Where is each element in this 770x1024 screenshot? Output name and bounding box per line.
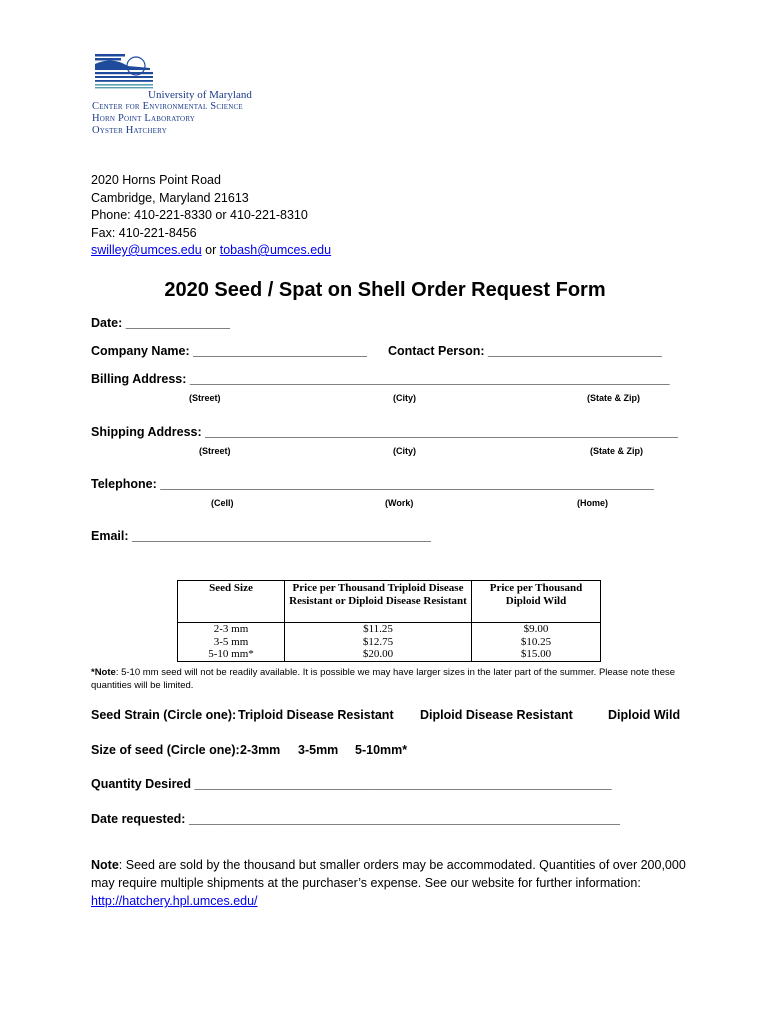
shipping-street-label: (Street) [199, 446, 231, 456]
price-table-header-row [178, 581, 601, 623]
tel-home-label: (Home) [577, 498, 608, 508]
order-note-label: Note [91, 858, 119, 872]
shipping-state-label: (State & Zip) [590, 446, 643, 456]
row-2-price-wild: $15.00 [472, 648, 601, 661]
availability-note-label: *Note [91, 667, 116, 678]
row-1-size: 3-5 mm [178, 636, 285, 649]
logo-text [92, 89, 252, 137]
seed-strain-label: Seed Strain (Circle one): [91, 708, 237, 722]
size-option-2-3mm[interactable]: 2-3mm [240, 743, 281, 757]
quantity-field[interactable]: Quantity Desired ____________________________________________________________ [91, 777, 612, 791]
address-fax: Fax: 410-221-8456 [91, 225, 197, 240]
logo-line-hatchery: Oyster Hatchery [92, 125, 167, 136]
size-option-5-10mm[interactable]: 5-10mm* [355, 743, 408, 757]
billing-street-label: (Street) [189, 393, 221, 403]
header-price-diploid-wild: Price per Thousand Diploid Wild [472, 581, 601, 623]
size-option-3-5mm[interactable]: 3-5mm [298, 743, 339, 757]
strain-option-triploid[interactable]: Triploid Disease Resistant [238, 708, 394, 722]
address-block [91, 172, 331, 260]
tel-work-label: (Work) [385, 498, 414, 508]
row-0-size: 2-3 mm [178, 623, 285, 636]
header-seed-size: Seed Size [178, 581, 285, 623]
email-field[interactable]: Email: ___________________________________________ [91, 529, 431, 543]
table-row [178, 623, 601, 636]
address-street: 2020 Horns Point Road [91, 173, 221, 187]
email-link-swilley[interactable]: swilley@umces.edu [91, 243, 202, 257]
strain-option-diploid-wild[interactable]: Diploid Wild [608, 708, 681, 722]
address-emails [91, 242, 331, 260]
row-1-price-wild: $10.25 [472, 636, 601, 649]
shipping-address-field[interactable]: Shipping Address: ____________________________________________________________________ [91, 425, 678, 439]
contact-person-field[interactable]: Contact Person: _________________________ [388, 344, 662, 358]
order-note-text: : Seed are sold by the thousand but smaller orders may be accommodated. Quantities of over 200,000 may require multiple shipments at the purchaser’s expense. See our website for further information: [91, 858, 686, 890]
row-2-price-triploid: $20.00 [285, 648, 472, 661]
date-requested-field[interactable]: Date requested: ______________________________________________________________ [91, 812, 620, 826]
telephone-field[interactable]: Telephone: _______________________________________________________________________ [91, 477, 654, 491]
availability-note [91, 666, 691, 692]
email-link-tobash[interactable]: tobash@umces.edu [219, 243, 332, 257]
logo-line-lab: Horn Point Laboratory [92, 113, 196, 124]
email-separator: or [201, 243, 220, 257]
shipping-city-label: (City) [393, 446, 416, 456]
tel-cell-label: (Cell) [211, 498, 234, 508]
address-phone: Phone: 410-221-8330 or 410-221-8310 [91, 208, 308, 222]
form-title: 2020 Seed / Spat on Shell Order Request Form [164, 279, 606, 301]
availability-note-text: : 5-10 mm seed will not be readily available. It is possible we may have larger sizes in the later part of the summer. Please note these quantities will be limited. [91, 667, 676, 691]
logo-line-center: Center for Environmental Science [92, 101, 243, 112]
billing-state-label: (State & Zip) [587, 393, 640, 403]
company-name-field[interactable]: Company Name: _________________________ [91, 344, 367, 358]
date-field[interactable]: Date: _______________ [91, 316, 231, 330]
row-0-price-wild: $9.00 [472, 623, 601, 636]
table-row [178, 648, 601, 661]
order-note [91, 856, 691, 910]
price-table [177, 580, 601, 662]
seed-size-label: Size of seed (Circle one): [91, 743, 240, 757]
logo-line-university: University of Maryland [148, 89, 252, 101]
billing-address-field[interactable]: Billing Address: _____________________________________________________________________ [91, 372, 670, 386]
header-price-triploid: Price per Thousand Triploid Disease Resistant or Diploid Disease Resistant [285, 581, 472, 623]
row-1-price-triploid: $12.75 [285, 636, 472, 649]
hatchery-website-link[interactable]: http://hatchery.hpl.umces.edu/ [91, 894, 258, 908]
strain-option-diploid-resistant[interactable]: Diploid Disease Resistant [420, 708, 573, 722]
row-2-size: 5-10 mm* [178, 648, 285, 661]
address-city: Cambridge, Maryland 21613 [91, 190, 249, 205]
table-row [178, 636, 601, 649]
row-0-price-triploid: $11.25 [285, 623, 472, 636]
billing-city-label: (City) [393, 393, 416, 403]
